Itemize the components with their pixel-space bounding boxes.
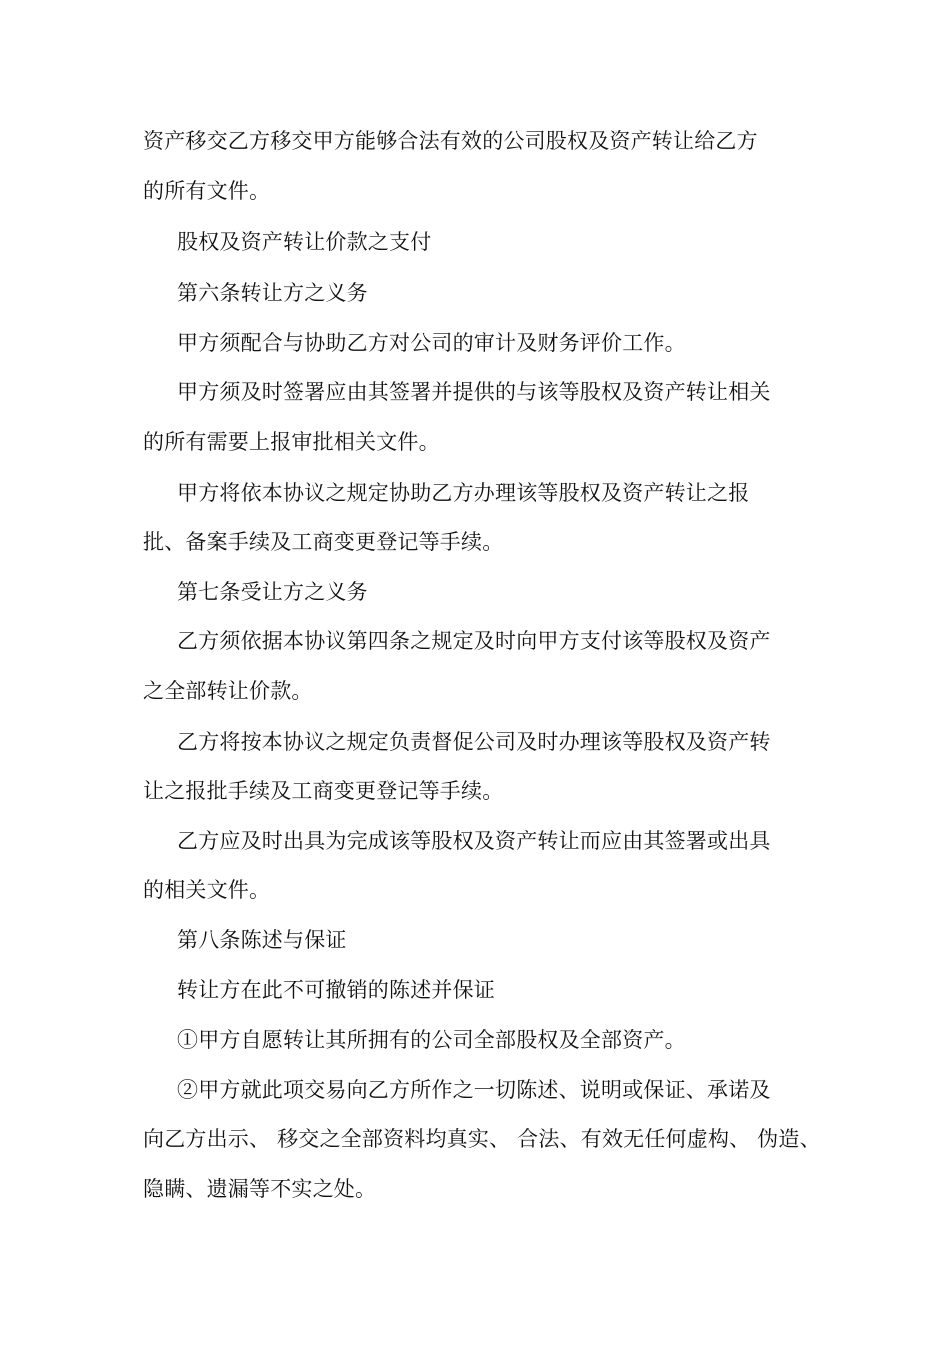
paragraph-line: 甲方须配合与协助乙方对公司的审计及财务评价工作。 <box>177 331 686 355</box>
paragraph-line: 甲方须及时签署应由其签署并提供的与该等股权及资产转让相关 <box>177 380 771 404</box>
paragraph-line: 乙方将按本协议之规定负责督促公司及时办理该等股权及资产转 <box>177 730 771 754</box>
paragraph-line: 的所有文件。 <box>143 179 271 203</box>
article-heading: 第六条转让方之义务 <box>177 281 368 305</box>
section-heading: 股权及资产转让价款之支付 <box>177 230 432 254</box>
paragraph-line: 资产移交乙方移交甲方能够合法有效的公司股权及资产转让给乙方 <box>143 129 758 153</box>
article-heading: 第八条陈述与保证 <box>177 928 347 952</box>
paragraph-line: 隐瞒、遗漏等不实之处。 <box>143 1177 377 1201</box>
paragraph-line: 让之报批手续及工商变更登记等手续。 <box>143 779 504 803</box>
paragraph-line: 批、备案手续及工商变更登记等手续。 <box>143 530 504 554</box>
paragraph-line: 甲方将依本协议之规定协助乙方办理该等股权及资产转让之报 <box>177 481 750 505</box>
article-heading: 第七条受让方之义务 <box>177 580 368 604</box>
paragraph-line: 向乙方出示、 移交之全部资料均真实、 合法、有效无任何虚构、 伪造、 <box>143 1127 821 1151</box>
paragraph-line: 之全部转让价款。 <box>143 679 313 703</box>
paragraph-line: 的所有需要上报审批相关文件。 <box>143 430 440 454</box>
paragraph-line: 转让方在此不可撤销的陈述并保证 <box>177 978 495 1002</box>
paragraph-line: 乙方应及时出具为完成该等股权及资产转让而应由其签署或出具 <box>177 829 771 853</box>
paragraph-line: ①甲方自愿转让其所拥有的公司全部股权及全部资产。 <box>177 1028 686 1052</box>
paragraph-line: ②甲方就此项交易向乙方所作之一切陈述、说明或保证、承诺及 <box>177 1078 771 1102</box>
paragraph-line: 的相关文件。 <box>143 878 271 902</box>
paragraph-line: 乙方须依据本协议第四条之规定及时向甲方支付该等股权及资产 <box>177 629 771 653</box>
